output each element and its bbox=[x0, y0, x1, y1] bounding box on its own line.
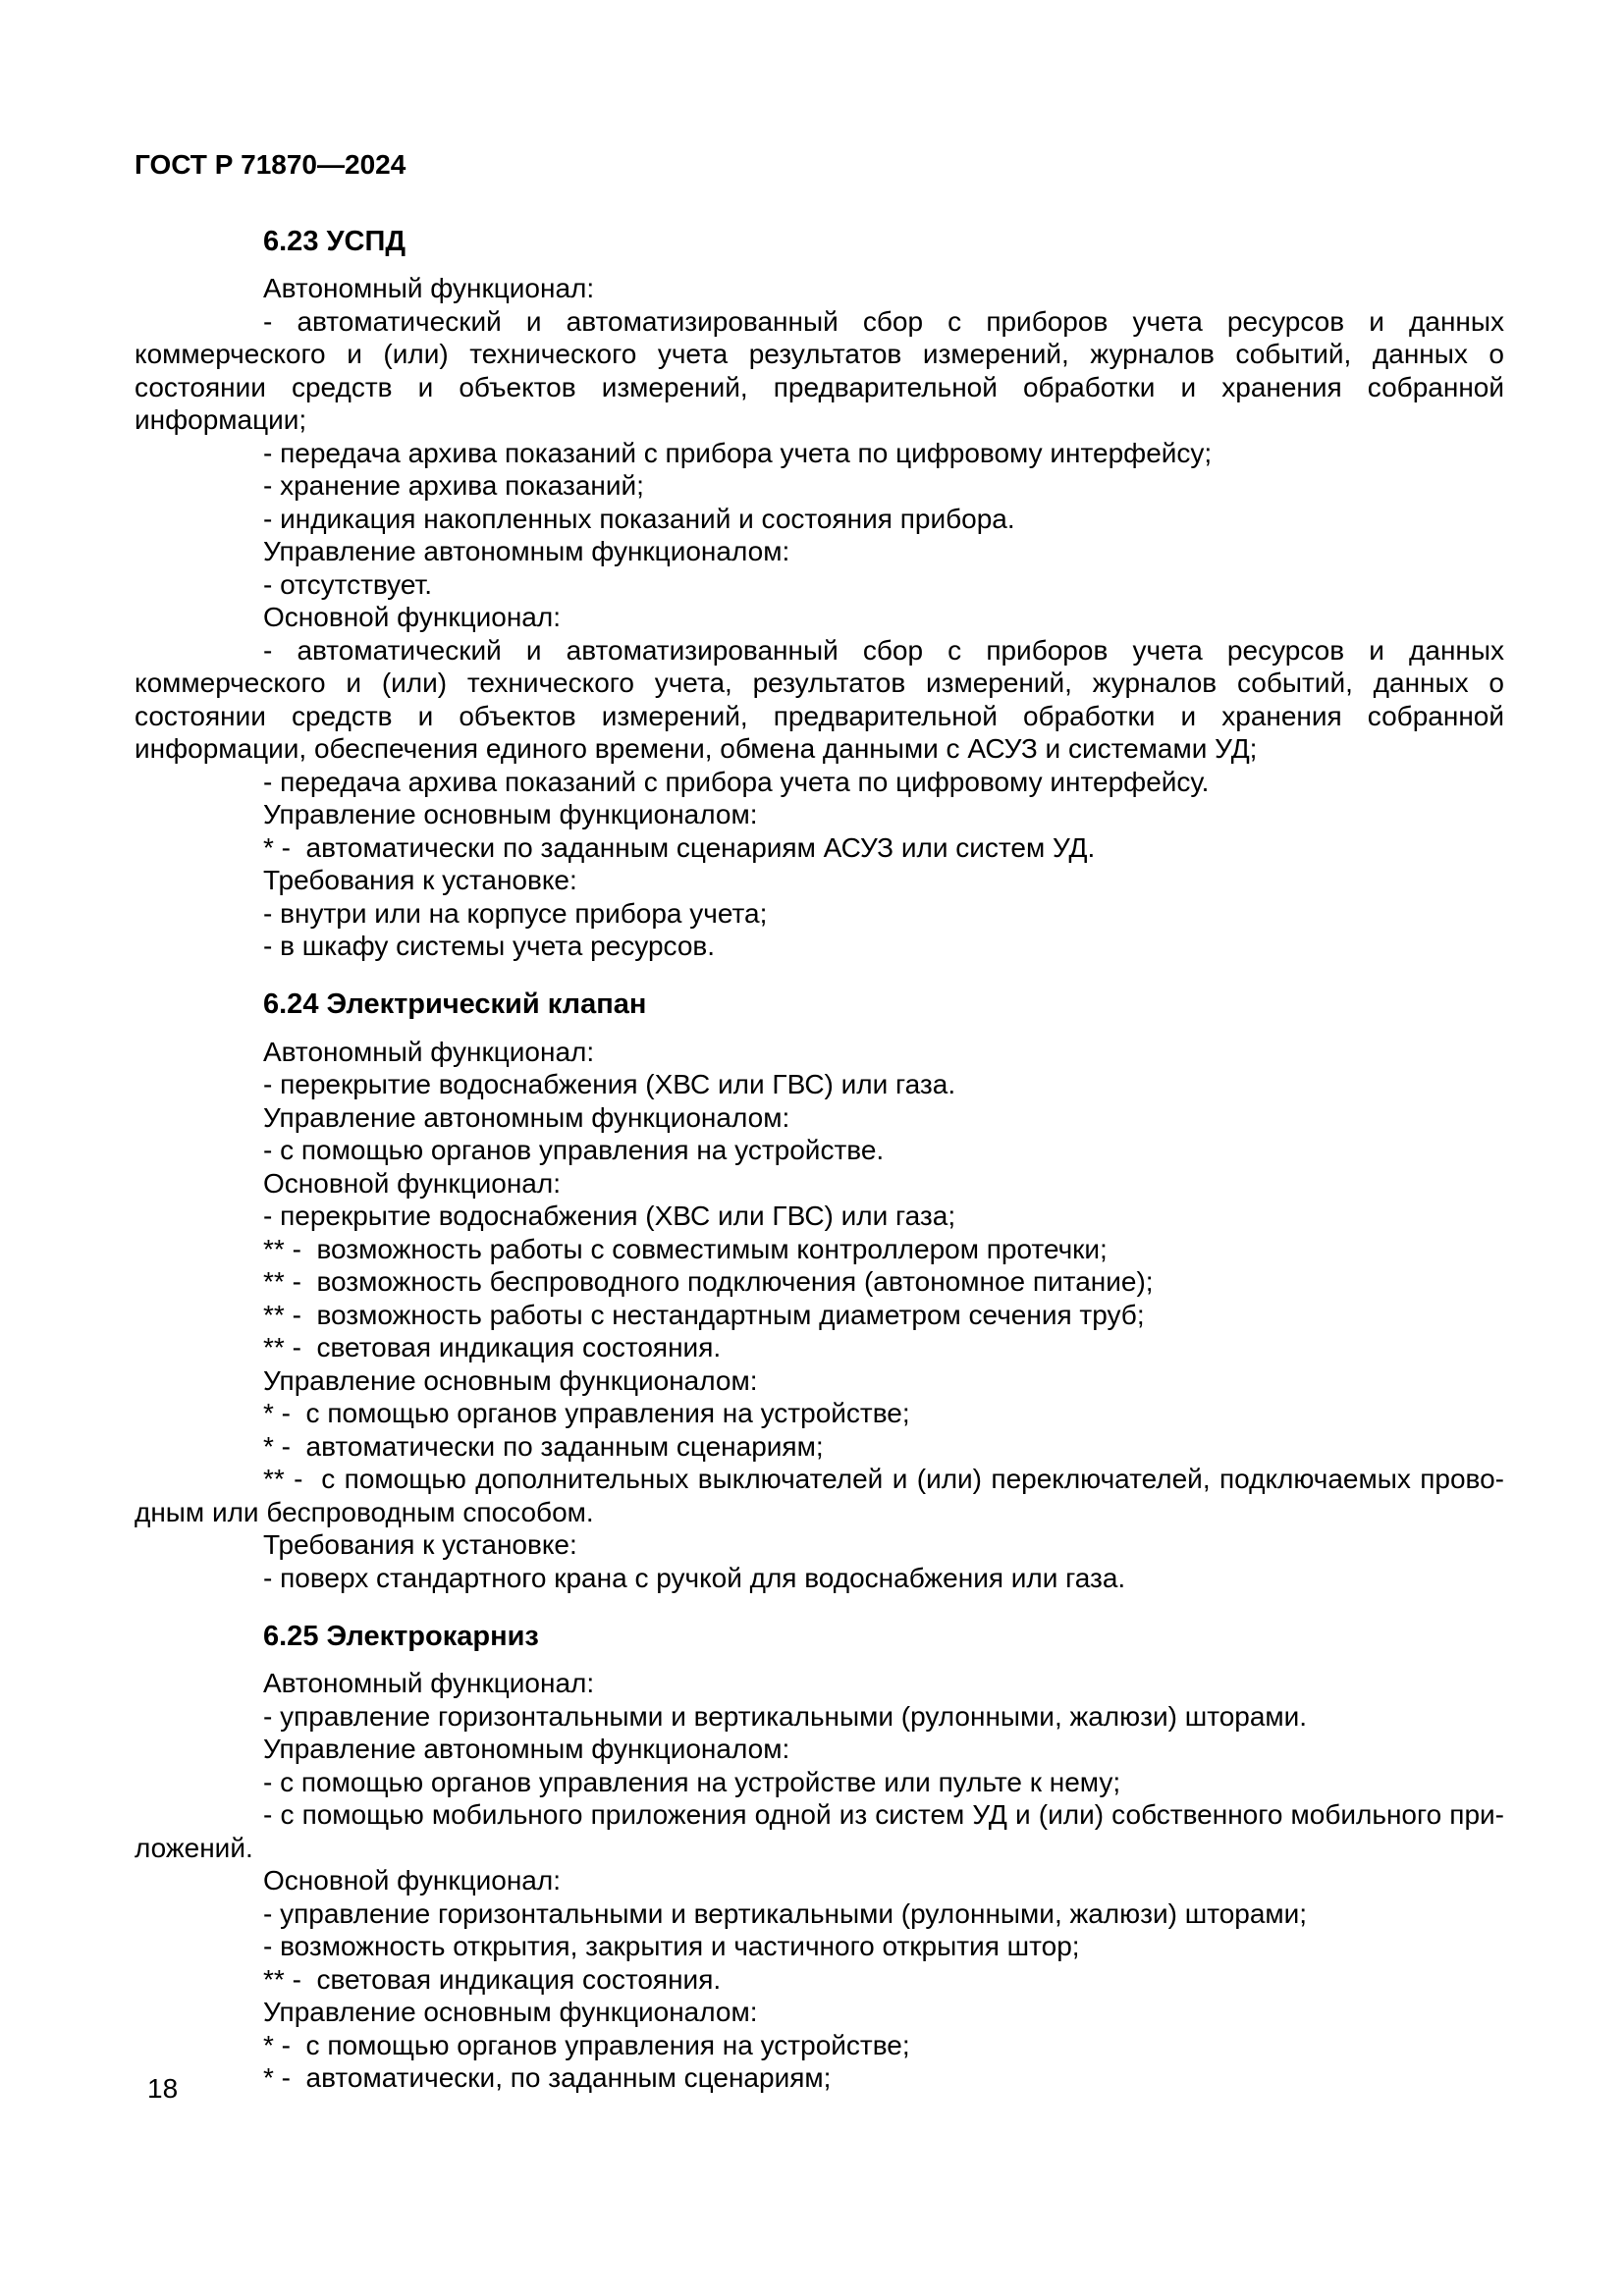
section-heading: 6.23 УСПД bbox=[263, 225, 406, 257]
paragraph: - с помощью мобильного приложения одной из систем УД и (или) собственного мобильного приложений. bbox=[135, 1799, 1504, 1863]
section-heading: 6.25 Электрокарниз bbox=[263, 1620, 539, 1652]
paragraph: - возможность открытия, закрытия и частичного открытия штор; bbox=[263, 1931, 1080, 1961]
paragraph: ** - возможность беспроводного подключения (автономное питание); bbox=[263, 1266, 1154, 1297]
paragraph: Требования к установке: bbox=[263, 1529, 577, 1560]
paragraph: Управление автономным функционалом: bbox=[263, 536, 790, 566]
paragraph: - хранение архива показаний; bbox=[263, 470, 644, 501]
paragraph: - поверх стандартного крана с ручкой для водоснабжения или газа. bbox=[263, 1562, 1126, 1593]
paragraph: - индикация накопленных показаний и состояния прибора. bbox=[263, 503, 1015, 534]
paragraph: Основной функционал: bbox=[263, 602, 561, 632]
section bbox=[135, 182, 1504, 963]
paragraph: * - автоматически по заданным сценариям АСУЗ или систем УД. bbox=[263, 831, 1096, 863]
paragraph: Управление основным функционалом: bbox=[263, 1364, 758, 1396]
paragraph: * - автоматически, по заданным сценариям; bbox=[263, 2062, 832, 2093]
paragraph: Основной функционал: bbox=[263, 1167, 561, 1199]
paragraph: ** - возможность работы с совместимым контроллером протечки; bbox=[263, 1233, 1108, 1264]
paragraph: - отсутствует. bbox=[263, 568, 432, 600]
section bbox=[135, 963, 1504, 1595]
paragraph: - управление горизонтальными и вертикальными (рулонными, жалюзи) шторами; bbox=[263, 1897, 1308, 1929]
document-body bbox=[135, 182, 1504, 2095]
paragraph: - перекрытие водоснабжения (ХВС или ГВС) или газа; bbox=[263, 1201, 956, 1231]
document-content bbox=[135, 148, 1504, 2095]
paragraph: Автономный функционал: bbox=[263, 1668, 595, 1698]
paragraph: - передача архива показаний с прибора учета по цифровому интерфейсу; bbox=[263, 437, 1213, 468]
paragraph: - внутри или на корпусе прибора учета; bbox=[263, 897, 768, 929]
section bbox=[135, 1594, 1504, 2095]
paragraph: - перекрытие водоснабжения (ХВС или ГВС) или газа. bbox=[263, 1069, 956, 1099]
paragraph: * - с помощью органов управления на устройстве; bbox=[263, 1398, 910, 1428]
paragraph: ** - с помощью дополнительных выключателей и (или) переключателей, подключаемых проводным или беспроводным способом. bbox=[135, 1464, 1504, 1527]
paragraph: ** - световая индикация состояния. bbox=[263, 1963, 722, 1995]
paragraph: ** - возможность работы с нестандартным диаметром сечения труб; bbox=[263, 1299, 1145, 1330]
doc-code: ГОСТ Р 71870—2024 bbox=[135, 149, 406, 180]
paragraph: - автоматический и автоматизированный сбор с приборов учета ресурсов и данных коммерческого и (или) технического учета результатов измерений, журналов событий, данных о состоянии средств и объектов измерений, предварительной обработки и хранения собранной информации; bbox=[135, 305, 1504, 435]
paragraph: Управление автономным функционалом: bbox=[263, 1101, 790, 1133]
paragraph: - передача архива показаний с прибора учета по цифровому интерфейсу. bbox=[263, 766, 1210, 797]
paragraph: - с помощью органов управления на устройстве. bbox=[263, 1135, 885, 1165]
paragraph: - в шкафу системы учета ресурсов. bbox=[263, 931, 716, 961]
paragraph: Требования к установке: bbox=[263, 865, 577, 895]
paragraph: Управление основным функционалом: bbox=[263, 799, 758, 829]
paragraph: Управление автономным функционалом: bbox=[263, 1734, 790, 1764]
section-heading: 6.24 Электрический клапан bbox=[263, 988, 647, 1020]
paragraph: - автоматический и автоматизированный сбор с приборов учета ресурсов и данных коммерческого и (или) технического учета, результатов измерений, журналов событий, данных о состоянии средств и объектов измерений, предварительной обработки и хранения собранной информации, обеспечения единого времени, обмена данными с АСУЗ и системами УД; bbox=[135, 634, 1504, 764]
paragraph: Основной функционал: bbox=[263, 1865, 561, 1896]
paragraph: Управление основным функционалом: bbox=[263, 1997, 758, 2027]
paragraph: Автономный функционал: bbox=[263, 273, 595, 303]
paragraph: - управление горизонтальными и вертикальными (рулонными, жалюзи) шторами. bbox=[263, 1700, 1308, 1732]
paragraph: - с помощью органов управления на устройстве или пульте к нему; bbox=[263, 1766, 1121, 1797]
page-number: 18 bbox=[147, 2073, 179, 2104]
paragraph: ** - световая индикация состояния. bbox=[263, 1332, 722, 1362]
paragraph: * - автоматически по заданным сценариям; bbox=[263, 1430, 824, 1462]
paragraph: * - с помощью органов управления на устройстве; bbox=[263, 2029, 910, 2060]
paragraph: Автономный функционал: bbox=[263, 1036, 595, 1067]
